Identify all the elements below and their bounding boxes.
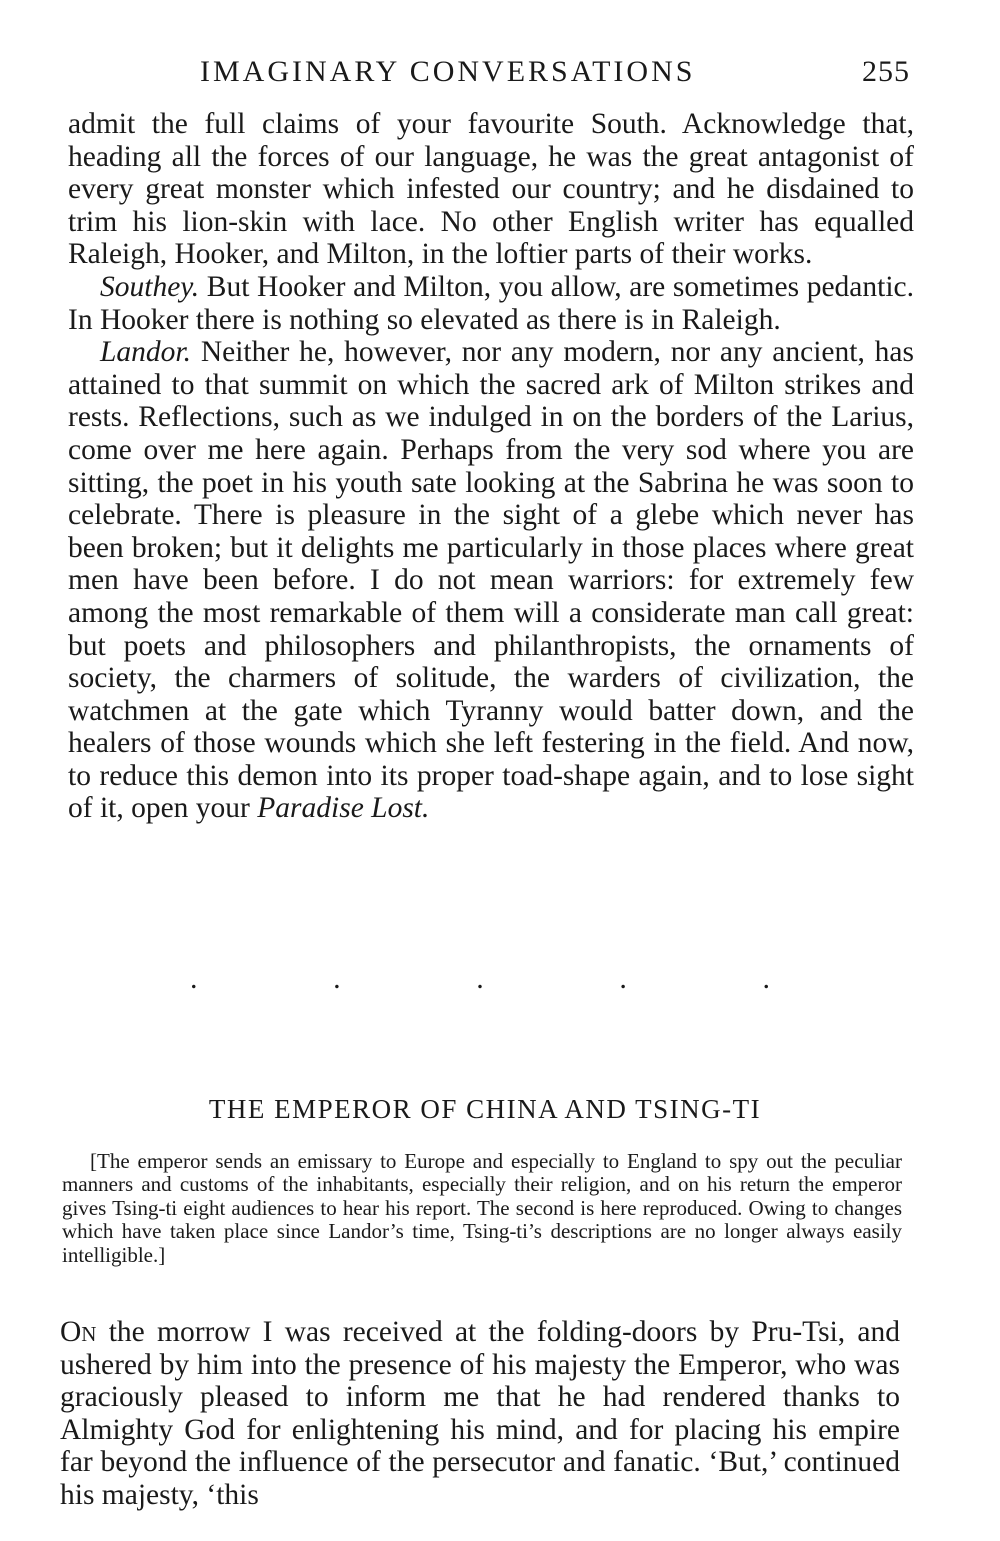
paragraph-southey [68,271,914,336]
page-number: 255 [862,55,910,88]
section-break-dots [190,964,770,994]
continued-dialogue [68,108,914,825]
editor-note: [The emperor sends an emissary to Europe and especially to England to spy out the peculiar manners and customs of the inhabitants, especially their religion, and on his return the emperor gives Tsing-ti eight audiences to hear his report. The second is here reproduced. Owing to changes which have taken place since Landor’s time, Tsing-ti’s descriptions are no longer always easily intelligible.] [62,1149,902,1267]
break-dot: . [762,962,770,995]
break-dot: . [619,962,627,995]
running-title: IMAGINARY CONVERSATIONS [200,55,696,88]
opening-word: On [60,1316,97,1348]
speaker-landor: Landor. [100,336,191,369]
break-dot: . [476,962,484,995]
speaker-southey: Southey. [100,270,200,303]
running-head [200,52,910,92]
paragraph-landor [68,336,914,825]
landor-speech: Neither he, however, nor any modern, nor any ancient, has attained to that summit on which the sacred ark of Milton strikes and rests. Reflections, such as we indulged in on the borders of the Larius, come over me here again. Perhaps from the very sod where you are sitting, the poet in his youth sate looking at the Sabrina he was soon to celebrate. There is pleasure in the sight of a glebe which never has been broken; but it delights me particularly in those places where great men have been before. I do not mean warriors: for extremely few among the most remarkable of them will a considerate man call great: but poets and philosophers and philanthropists, the ornaments of society, the charmers of solitude, the warders of civilization, the watchmen at the gate which Tyranny would batter down, and the healers of those wounds which she left festering in the field. And now, to reduce this demon into its proper toad-shape again, and to lose sight of it, open your [68,336,914,825]
new-section-body [60,1316,900,1512]
opening-paragraph [60,1316,900,1512]
opening-text: the morrow I was received at the folding-doors by Pru-Tsi, and ushered by him into the presence of his majesty the Emperor, who was graciously pleased to inform me that he had rendered thanks to Almighty God for enlightening his mind, and for placing his empire far beyond the influence of the persecutor and fanatic. ‘But,’ continued his majesty, ‘this [60,1316,900,1511]
southey-speech: But Hooker and Milton, you allow, are sometimes pedantic. In Hooker there is nothing so elevated as there is in Raleigh. [68,270,914,336]
break-dot: . [333,962,341,995]
work-title-paradise-lost: Paradise Lost. [257,792,430,825]
break-dot: . [190,962,198,995]
section-title: THE EMPEROR OF CHINA AND TSING-TI [208,1094,762,1124]
paragraph-continuation: admit the full claims of your favourite South. Acknowledge that, heading all the forces of our language, he was the great antagonist of every great monster which infested our country; and he disdained to trim his lion-skin with lace. No other English writer has equalled Raleigh, Hooker, and Milton, in the loftier parts of their works. [68,108,914,271]
